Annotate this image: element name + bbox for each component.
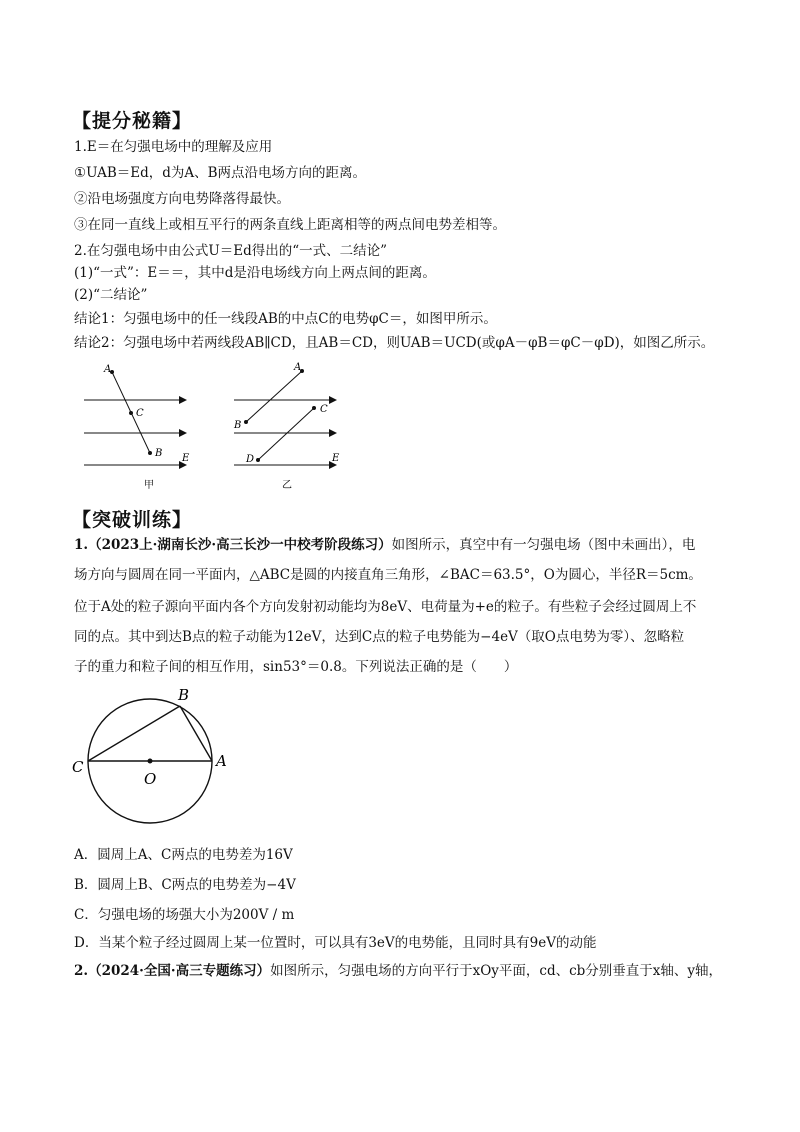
q1-source: 1.（2023上·湖南长沙·高三长沙一中校考阶段练习）	[74, 537, 392, 553]
training-heading: 【突破训练】	[72, 509, 193, 531]
label-a: A	[294, 362, 302, 373]
label-a: A	[104, 364, 112, 375]
label-b: B	[178, 686, 190, 704]
chord-cb	[88, 706, 180, 761]
q1-option-a: A．圆周上A、C两点的电势差为16V	[74, 847, 293, 863]
q1-text-1: 如图所示，真空中有一匀强电场（图中未画出），电	[391, 537, 696, 553]
q1-option-d: D．当某个粒子经过圆周上某一位置时，可以具有3eV的电势能，且同时具有9eV的动能	[74, 935, 597, 951]
point-c	[312, 406, 316, 410]
point-d	[256, 458, 260, 462]
figure-circle	[68, 684, 240, 834]
q1-line-5: 子的重力和粒子间的相互作用，sin53°＝0.8。下列说法正确的是（ ）	[74, 659, 518, 675]
q1-line-1	[74, 536, 695, 554]
point-o	[148, 759, 153, 764]
figure-jia-yi	[74, 358, 356, 496]
point-b	[148, 451, 152, 455]
label-a: A	[216, 752, 227, 770]
segment-ab	[246, 371, 302, 422]
tips-line-4: ③在同一直线上或相互平行的两条直线上距离相等的两点间电势差相等。	[74, 217, 506, 233]
tips-line-7: (2)“二结论”	[74, 287, 148, 303]
tips-heading: 【提分秘籍】	[72, 110, 193, 132]
q1-line-2: 场方向与圆周在同一平面内，△ABC是圆的内接直角三角形，∠BAC＝63.5°，O为圆心，半径R＝5cm。	[74, 567, 702, 583]
caption-jia: 甲	[144, 480, 154, 491]
tips-line-2: ①UAB＝Ed，d为A、B两点沿电场方向的距离。	[74, 165, 367, 181]
point-c	[129, 411, 133, 415]
tips-line-9: 结论2：匀强电场中若两线段AB∥CD，且AB＝CD，则UAB＝UCD(或φA－φB＝φC－φD)，如图乙所示。	[74, 335, 715, 351]
label-e: E	[332, 453, 340, 464]
label-c: C	[136, 408, 144, 419]
tips-line-6: (1)“一式”：E＝＝，其中d是沿电场线方向上两点间的距离。	[74, 265, 436, 281]
label-c: C	[72, 758, 84, 776]
label-b: B	[234, 420, 242, 431]
label-c: C	[320, 404, 328, 415]
caption-yi: 乙	[282, 480, 292, 491]
q1-option-b: B．圆周上B、C两点的电势差为−4V	[74, 877, 296, 893]
tips-line-3: ②沿电场强度方向电势降落得最快。	[74, 191, 290, 207]
q2-source: 2.（2024·全国·高三专题练习）	[74, 963, 271, 979]
q1-line-4: 同的点。其中到达B点的粒子动能为12eV，达到C点的粒子电势能为−4eV（取O点电势为零）、忽略粒	[74, 629, 685, 645]
q2-text: 如图所示，匀强电场的方向平行于xOy平面，cd、cb分别垂直于x轴、y轴，	[270, 963, 723, 979]
label-b: B	[155, 448, 163, 459]
label-o: O	[144, 770, 157, 788]
label-d: D	[246, 454, 255, 465]
q2-line-1	[74, 962, 722, 980]
q1-option-c: C．匀强电场的场强大小为200V / m	[74, 907, 295, 923]
segment-cd	[258, 408, 314, 460]
point-b	[244, 420, 248, 424]
q1-line-3: 位于A处的粒子源向平面内各个方向发射初动能均为8eV、电荷量为+e的粒子。有些粒子会经过圆周上不	[74, 599, 697, 615]
chord-ba	[180, 706, 212, 761]
label-e: E	[182, 453, 190, 464]
tips-line-5: 2.在匀强电场中由公式U＝Ed得出的“一式、二结论”	[74, 243, 388, 259]
figure-yi	[233, 362, 340, 491]
tips-line-1: 1.E＝在匀强电场中的理解及应用	[74, 139, 273, 155]
tips-line-8: 结论1：匀强电场中的任一线段AB的中点C的电势φC＝，如图甲所示。	[74, 311, 497, 327]
figure-jia	[84, 364, 190, 491]
